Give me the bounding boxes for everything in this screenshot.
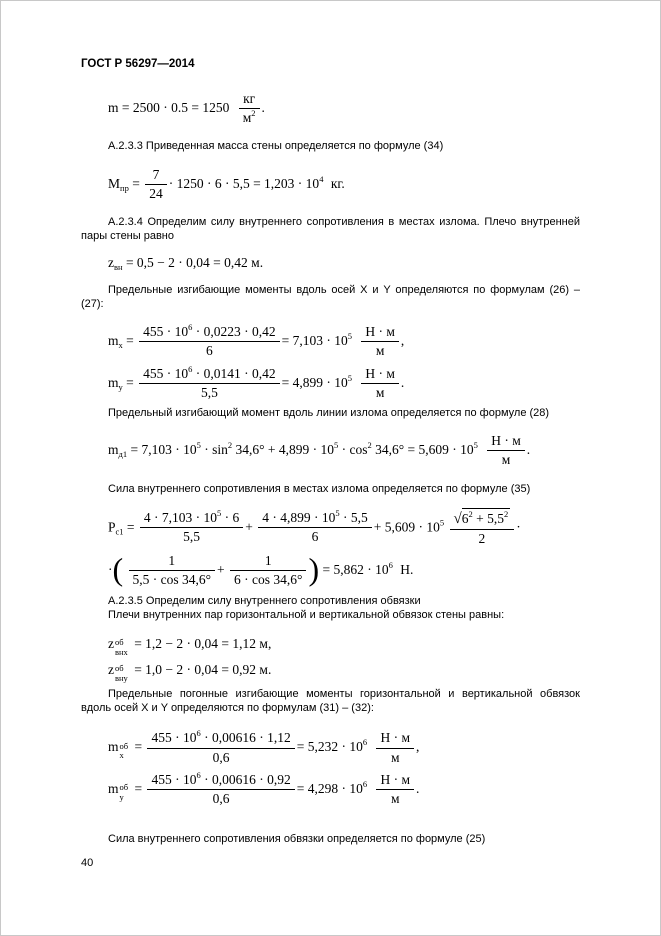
- formula-zoby: [108, 662, 580, 684]
- num: Н · м: [380, 771, 410, 787]
- dot-operator: ·: [108, 562, 113, 578]
- paragraph-a233: А.2.3.3 Приведенная масса стены определяется по формуле (34): [108, 140, 444, 153]
- formula-mx: [108, 323, 580, 360]
- sup: 2: [227, 440, 233, 451]
- paragraph-limits-xy: Предельные изгибающие моменты вдоль осей X и Y определяются по формулам (26) – (27):: [81, 284, 580, 311]
- formula-zvn: [108, 255, 580, 271]
- document-title: ГОСТ Р 56297—2014: [81, 58, 195, 70]
- sup: 6: [362, 737, 368, 748]
- math-tail: ·: [516, 519, 521, 535]
- math-base: m: [108, 333, 119, 349]
- sup: 6: [188, 363, 193, 374]
- num: Н · м: [380, 730, 410, 746]
- supsub: [115, 664, 128, 684]
- math-tail: кг.: [330, 175, 345, 191]
- formula-zobx: [108, 636, 580, 658]
- den: м: [376, 789, 414, 808]
- math-base: z: [108, 635, 114, 651]
- num: [147, 729, 294, 747]
- page-number: 40: [81, 857, 94, 869]
- math-tail: .: [261, 99, 265, 115]
- math-tail: Н.: [400, 562, 414, 578]
- num-text: 455 · 10: [143, 324, 189, 340]
- frac: [147, 771, 294, 808]
- frac: [145, 166, 167, 203]
- math-text: = 4,899 · 10: [281, 374, 348, 390]
- num: Н · м: [491, 433, 521, 449]
- sub: внх: [115, 646, 128, 657]
- sup: 6: [196, 728, 201, 739]
- num-text: · 0,00616 · 0,92: [204, 771, 291, 787]
- sup: об: [115, 662, 124, 673]
- den: м: [361, 383, 399, 402]
- den: 5,5: [139, 383, 280, 402]
- sub: пр: [120, 182, 129, 193]
- num: Н · м: [365, 324, 395, 340]
- paragraph-shoulders: Плечи внутренних пар горизонтальной и вертикальной обвязок стены равны:: [108, 608, 505, 621]
- num: [258, 509, 372, 527]
- num-text: · 0,00616 · 1,12: [204, 730, 291, 746]
- den: м: [487, 450, 525, 469]
- math-text: = 1,0 − 2 · 0,04 = 0,92 м.: [134, 661, 272, 677]
- sup: 5: [473, 440, 478, 451]
- sup: 5: [439, 517, 445, 528]
- num: 1: [264, 553, 272, 569]
- num: [147, 771, 294, 789]
- sup: 2: [468, 508, 473, 519]
- paragraph-limit-line: Предельный изгибающий момент вдоль линии излома определяется по формуле (28): [108, 407, 550, 420]
- den: 6: [258, 527, 372, 546]
- num: 1: [168, 553, 176, 569]
- den: 6: [139, 341, 280, 360]
- sub: вну: [115, 672, 128, 683]
- sup: об: [119, 740, 129, 751]
- num-text: · 5,5: [343, 510, 368, 526]
- num: [140, 509, 243, 527]
- math-text: · sin: [204, 442, 228, 458]
- num-text: · 6: [224, 510, 240, 526]
- num: [139, 365, 280, 383]
- math-base: m: [108, 780, 119, 796]
- sub: x: [119, 750, 124, 761]
- math-text: = 5,232 · 10: [296, 739, 363, 755]
- math-base: М: [108, 175, 121, 191]
- math-base: z: [108, 255, 114, 271]
- frac: [258, 509, 372, 546]
- equals: =: [134, 780, 143, 796]
- sup: об: [119, 781, 129, 792]
- formula-my: [108, 365, 580, 402]
- sup: 6: [362, 778, 368, 789]
- math-text: = 7,103 · 10: [281, 333, 348, 349]
- den: м: [361, 341, 399, 360]
- equals: =: [132, 175, 140, 191]
- equals: =: [126, 374, 134, 390]
- num-text: 4 · 7,103 · 10: [143, 510, 218, 526]
- sup: 6: [388, 560, 393, 571]
- formula-mpr: [108, 166, 580, 203]
- paragraph-a235: А.2.3.5 Определим силу внутреннего сопротивления обвязки: [108, 594, 421, 607]
- sup: 5: [333, 440, 339, 451]
- den: 0,6: [147, 789, 294, 808]
- num-text: 4 · 4,899 · 10: [262, 510, 336, 526]
- equals: =: [126, 333, 134, 349]
- sup: 5: [217, 508, 222, 519]
- sub: вн: [114, 262, 123, 273]
- frac: [450, 508, 515, 548]
- sub: д1: [118, 449, 128, 460]
- frac: [139, 323, 280, 360]
- frac: [139, 365, 280, 402]
- num: [450, 508, 515, 529]
- math-text: = 5,862 · 10: [322, 562, 389, 578]
- paragraph-a234: А.2.3.4 Определим силу внутреннего сопротивления в местах излома. Плечо внутренней пары стены равно: [81, 215, 580, 243]
- den-text: м: [242, 110, 252, 126]
- supsub: [115, 638, 128, 658]
- formula-md1: [108, 432, 580, 469]
- den: 24: [145, 184, 167, 203]
- close-paren: ): [308, 550, 320, 587]
- math-text: · cos: [341, 442, 368, 458]
- math-text: + 5,609 · 10: [373, 519, 440, 535]
- sub: x: [118, 340, 123, 351]
- formula-mobx: [108, 729, 580, 766]
- math-text: 6: [461, 510, 469, 526]
- sup: 4: [319, 173, 324, 184]
- math-text: 34,6° + 4,899 · 10: [235, 442, 334, 458]
- math-text: = 4,298 · 10: [296, 780, 363, 796]
- plus-sign: +: [217, 562, 225, 578]
- math-text: = 0,5 − 2 · 0,04 = 0,42 м.: [125, 255, 264, 271]
- math-text: m = 2500 · 0.5 = 1250: [108, 99, 230, 115]
- frac: [239, 90, 260, 127]
- den: [239, 108, 260, 127]
- den: м: [376, 748, 414, 767]
- frac: [376, 729, 414, 766]
- sup: 5: [335, 508, 340, 519]
- den: 5,5 · cos 34,6°: [129, 570, 216, 589]
- math-text: = 7,103 · 10: [130, 442, 197, 458]
- frac: [376, 771, 414, 808]
- paragraph-force-strap: Сила внутреннего сопротивления обвязки определяется по формуле (25): [108, 833, 486, 846]
- sup: 2: [251, 108, 256, 119]
- den: 0,6: [147, 748, 294, 767]
- radical-icon: √: [453, 510, 462, 527]
- num-text: · 0,0223 · 0,42: [195, 324, 276, 340]
- math-base: m: [108, 374, 119, 390]
- frac: [129, 552, 216, 589]
- supsub: [120, 742, 129, 762]
- num-text: 455 · 10: [151, 771, 197, 787]
- math-base: P: [108, 519, 116, 535]
- sub: с1: [115, 526, 124, 537]
- math-base: m: [108, 442, 119, 458]
- math-tail: .: [416, 780, 420, 796]
- sup: 2: [504, 508, 509, 519]
- plus-sign: +: [245, 519, 253, 535]
- math-text: 34,6° = 5,609 · 10: [375, 442, 474, 458]
- frac: [361, 323, 399, 360]
- sup: об: [115, 637, 124, 648]
- math-text: = 1,2 − 2 · 0,04 = 1,12 м,: [134, 635, 272, 651]
- frac: [230, 552, 306, 589]
- paragraph-linear-moments: Предельные погонные изгибающие моменты горизонтальной и вертикальной обвязок вдоль осей X и Y определяются по формулам (31) – (32):: [81, 688, 580, 715]
- math-base: z: [108, 661, 114, 677]
- frac: [361, 365, 399, 402]
- math-base: m: [108, 739, 119, 755]
- math-tail: ,: [400, 333, 405, 349]
- frac: [487, 432, 525, 469]
- supsub: [120, 783, 129, 803]
- sub: y: [118, 381, 123, 392]
- paragraph-force-break: Сила внутреннего сопротивления в местах излома определяется по формуле (35): [108, 482, 531, 495]
- math-text: + 5,5: [476, 510, 505, 526]
- sup: 5: [347, 331, 352, 342]
- equals: =: [126, 519, 135, 535]
- sup: 6: [188, 322, 193, 333]
- num-text: 455 · 10: [143, 365, 189, 381]
- num: [139, 323, 280, 341]
- open-paren: (: [112, 550, 124, 587]
- num: 7: [152, 166, 160, 182]
- sup: 2: [367, 440, 372, 451]
- formula-pc1-line1: [108, 508, 580, 548]
- frac: [140, 509, 243, 546]
- formula-pc1-line2: [108, 552, 580, 589]
- den: 2: [450, 529, 515, 548]
- num-text: · 0,0141 · 0,42: [195, 365, 276, 381]
- formula-mass: [108, 90, 580, 127]
- num-text: 455 · 10: [151, 730, 197, 746]
- math-tail: .: [526, 442, 531, 458]
- equals: =: [134, 739, 143, 755]
- sub: y: [119, 791, 124, 802]
- math-text: · 1250 · 6 · 5,5 = 1,203 · 10: [168, 175, 320, 191]
- den: 6 · cos 34,6°: [230, 570, 306, 589]
- sup: 5: [347, 372, 352, 383]
- num: кг: [243, 91, 256, 106]
- math-tail: ,: [416, 739, 420, 755]
- den: 5,5: [140, 527, 243, 546]
- formula-moby: [108, 771, 580, 808]
- sup: 6: [196, 769, 201, 780]
- num: Н · м: [365, 365, 395, 381]
- math-tail: .: [400, 374, 405, 390]
- frac: [147, 729, 294, 766]
- sup: 5: [196, 440, 201, 451]
- sqrt-body: [462, 508, 511, 528]
